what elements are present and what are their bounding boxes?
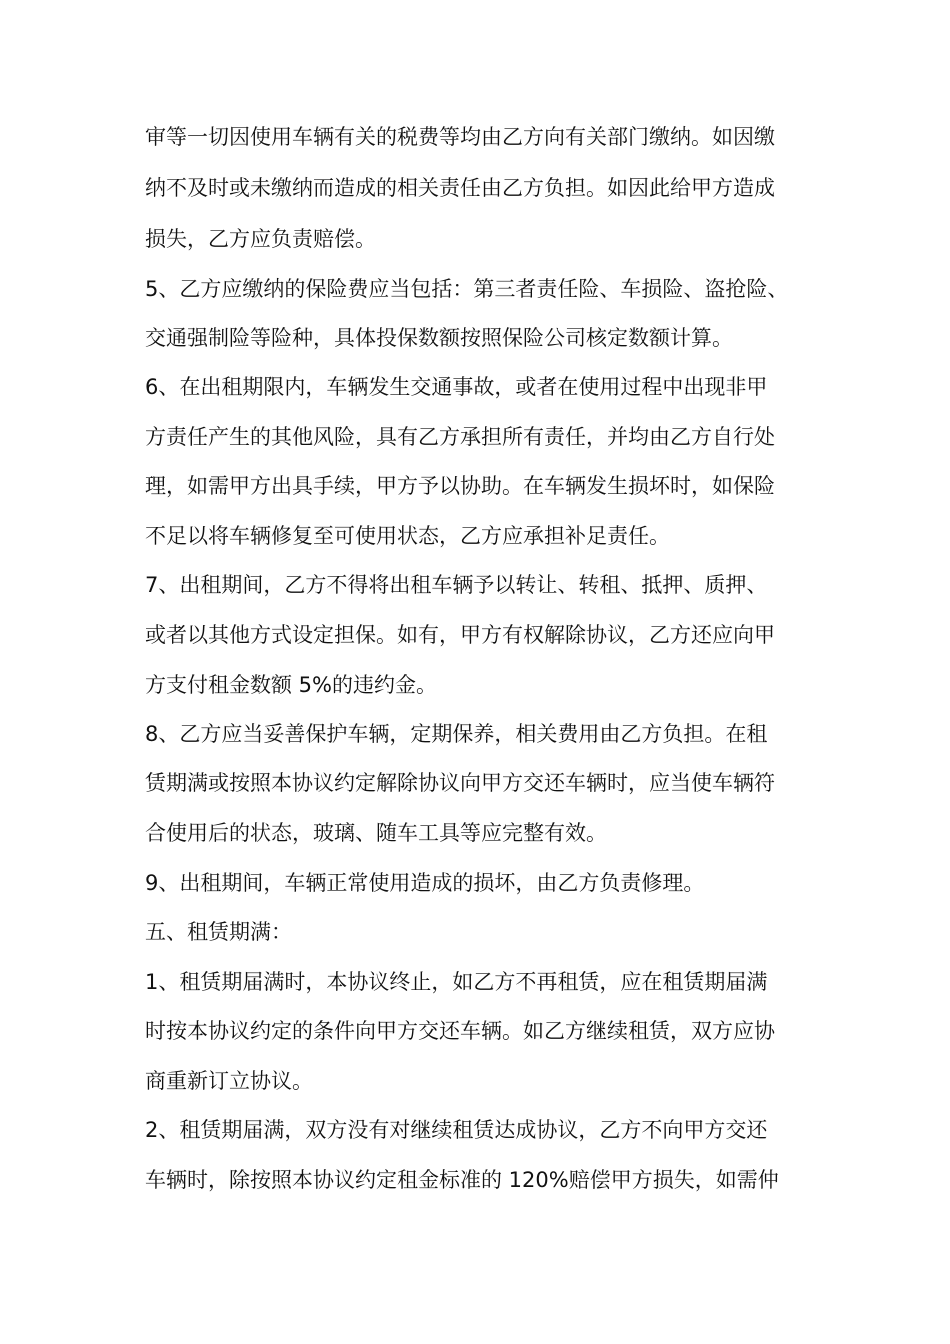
- text-line: 9、出租期间，车辆正常使用造成的损坏，由乙方负责修理。: [145, 871, 705, 895]
- text-line: 6、在出租期限内，车辆发生交通事故，或者在使用过程中出现非甲: [145, 375, 768, 399]
- text-line: 交通强制险等险种，具体投保数额按照保险公司核定数额计算。: [145, 326, 733, 350]
- text-line: 车辆时，除按照本协议约定租金标准的 120%赔偿甲方损失，如需仲: [145, 1168, 779, 1192]
- text-line: 不足以将车辆修复至可使用状态，乙方应承担补足责任。: [145, 524, 670, 548]
- text-line: 7、出租期间，乙方不得将出租车辆予以转让、转租、抵押、质押、: [145, 573, 768, 597]
- text-line: 时按本协议约定的条件向甲方交还车辆。如乙方继续租赁，双方应协: [145, 1019, 775, 1043]
- text-line: 纳不及时或未缴纳而造成的相关责任由乙方负担。如因此给甲方造成: [145, 176, 775, 200]
- text-line: 审等一切因使用车辆有关的税费等均由乙方向有关部门缴纳。如因缴: [145, 125, 775, 149]
- text-line: 理，如需甲方出具手续，甲方予以协助。在车辆发生损坏时，如保险: [145, 474, 775, 498]
- text-line: 方责任产生的其他风险，具有乙方承担所有责任，并均由乙方自行处: [145, 425, 775, 449]
- text-line: 8、乙方应当妥善保护车辆，定期保养，相关费用由乙方负担。在租: [145, 722, 768, 746]
- text-line: 或者以其他方式设定担保。如有，甲方有权解除协议，乙方还应向甲: [145, 623, 775, 647]
- text-line: 合使用后的状态，玻璃、随车工具等应完整有效。: [145, 821, 607, 845]
- text-line: 赁期满或按照本协议约定解除协议向甲方交还车辆时，应当使车辆符: [145, 771, 775, 795]
- text-line: 方支付租金数额 5%的违约金。: [145, 673, 437, 697]
- text-line: 5、乙方应缴纳的保险费应当包括：第三者责任险、车损险、盗抢险、: [145, 277, 789, 301]
- text-line: 1、租赁期届满时，本协议终止，如乙方不再租赁，应在租赁期届满: [145, 970, 768, 994]
- text-line: 2、租赁期届满，双方没有对继续租赁达成协议，乙方不向甲方交还: [145, 1118, 768, 1142]
- text-line: 损失，乙方应负责赔偿。: [145, 227, 376, 251]
- text-line: 商重新订立协议。: [145, 1069, 313, 1093]
- section-heading: 五、租赁期满：: [145, 920, 292, 944]
